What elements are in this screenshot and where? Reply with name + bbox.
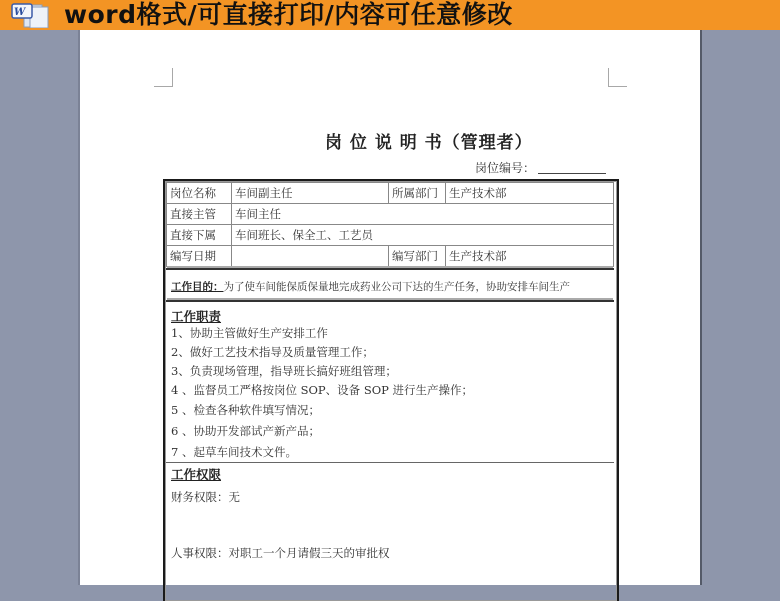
right-item-personnel: 人事权限：对职工一个月请假三天的审批权 (171, 546, 390, 560)
cell-label: 直接主管 (167, 204, 232, 225)
cell-value: 车间副主任 (232, 183, 389, 204)
margin-corner-mark-right (608, 68, 627, 87)
duty-item: 1、协助主管做好生产安排工作 (171, 326, 328, 340)
purpose-section (166, 268, 614, 300)
duty-item: 7 、起草车间技术文件。 (171, 445, 297, 459)
svg-text:W: W (14, 7, 26, 18)
table-row (167, 183, 614, 204)
cell-value: 生产技术部 (446, 183, 614, 204)
duty-item: 2、做好工艺技术指导及质量管理工作； (171, 345, 374, 359)
cell-label: 直接下属 (167, 225, 232, 246)
right-item-finance: 财务权限：无 (171, 490, 240, 504)
duty-item: 3、负责现场管理，指导班长搞好班组管理； (171, 364, 397, 378)
rights-section (166, 462, 614, 593)
cell-label: 所属部门 (389, 183, 446, 204)
duties-section (166, 300, 614, 464)
purpose-text (171, 279, 570, 294)
duty-item: 6 、协助开发部试产新产品； (171, 424, 320, 438)
duty-item: 4 、监督员工严格按岗位 SOP、设备 SOP 进行生产操作； (171, 383, 474, 397)
cell-label: 岗位名称 (167, 183, 232, 204)
document-title: 岗 位 说 明 书（管理者） (325, 133, 533, 153)
right-gutter (700, 30, 780, 585)
duty-item: 5 、检查各种软件填写情况； (171, 403, 320, 417)
post-number-field[interactable] (538, 173, 606, 174)
post-number-label: 岗位编号： (475, 161, 536, 175)
table-row (167, 246, 614, 267)
cell-label: 编写日期 (167, 246, 232, 267)
rights-heading: 工作权限 (171, 467, 222, 482)
table-row (167, 204, 614, 225)
info-table (166, 182, 614, 267)
banner-text: word格式/可直接打印/内容可任意修改 (64, 0, 513, 29)
margin-corner-mark-left (154, 68, 173, 87)
cell-label: 编写部门 (389, 246, 446, 267)
word-document-icon (10, 2, 54, 28)
cell-value: 车间班长、保全工、工艺员 (232, 225, 614, 246)
cell-value: 车间主任 (232, 204, 614, 225)
purpose-body: 为了使车间能保质保量地完成药业公司下达的生产任务，协助安排车间生产 (223, 281, 570, 293)
purpose-label: 工作目的： (171, 281, 224, 293)
promo-banner (0, 0, 780, 30)
table-row (167, 225, 614, 246)
left-gutter (0, 30, 80, 585)
duties-heading: 工作职责 (171, 309, 222, 324)
cell-value (232, 246, 389, 267)
cell-value: 生产技术部 (446, 246, 614, 267)
